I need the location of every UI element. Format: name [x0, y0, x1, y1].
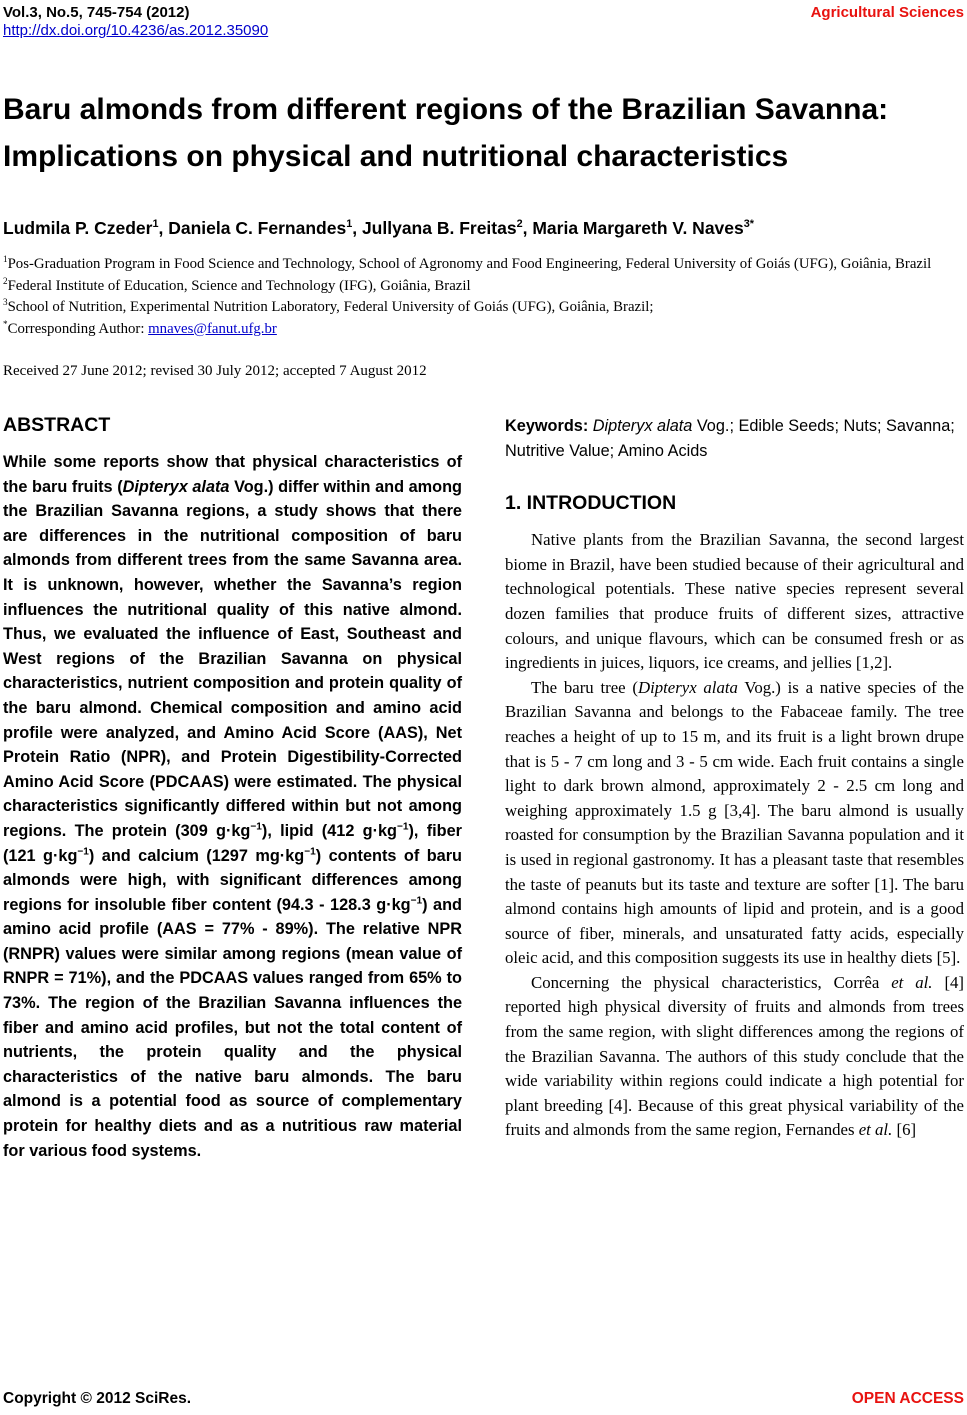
affiliation-line: $^2$Federal Institute of Education, Science and Technology (IFG), Goiânia, Brazil: [3, 275, 471, 294]
affiliations-block: [3, 254, 964, 340]
affiliation-line: $^3$School of Nutrition, Experimental Nutrition Laboratory, Federal University of Goiás (UFG), Goiânia, Brazil;: [3, 297, 654, 315]
page-header: [3, 4, 964, 39]
keywords-line: Keywords: Dipteryx alata Vog.; Edible Seeds; Nuts; Savanna; Nutritive Value; Amino Acids: [505, 417, 955, 460]
right-column: [505, 414, 964, 1163]
intro-paragraph: The baru tree (Dipteryx alata Vog.) is a native species of the Brazilian Savanna and belongs to the Fabaceae family. The tree reaches a height of up to 15 m, and its fruit is a light brown drupe that is 5 - 7 cm long and 3 - 5 cm wide. Each fruit contains a single light to dark brown almond, approximately 2 - 2.5 cm long and weighing approximately 1.5 g [3,4]. The baru almond is usually roasted for consumption by the Brazilian Savanna population and it is used in regional gastronomy. It has a pleasant taste that resembles the taste of peanuts but its taste and texture are softer [1]. The baru almond contains high amounts of lipid and protein, and is a good source of fiber, minerals, and unsaturated fatty acids, especially oleic acid, and this composition suggests its use in healthy diets [5].: [505, 677, 965, 968]
introduction-heading: 1. INTRODUCTION: [505, 492, 677, 515]
email-link[interactable]: mnaves@fanut.ufg.br: [148, 320, 277, 337]
page-footer: [3, 1390, 964, 1408]
journal-name: Agricultural Sciences: [810, 4, 964, 21]
received-line: Received 27 June 2012; revised 30 July 2012; accepted 7 August 2012: [3, 363, 427, 379]
abstract-body: While some reports show that physical characteristics of the baru fruits (Dipteryx alata Vog.) differ within and among the Brazilian Savanna regions, a study shows that there are differences in the nutritional composition of baru almonds from different trees from the same Savanna area. It is unknown, however, whether the Savanna’s region influences the nutritional quality of this native almond. Thus, we evaluated the influence of East, Southeast and West regions of the Brazilian Savanna on physical characteristics, nutrient composition and protein quality of the baru almond. Chemical composition and amino acid profile were analyzed, and Amino Acid Score (AAS), Net Protein Ratio (NPR), and Protein Digestibility-Corrected Amino Acid Score (PDCAAS) were estimated. The physical characteristics significantly differed within but not among regions. The protein (309 $g\cdot kg^{-1}$), lipid (412 $g\cdot kg^{-1}$), fiber (121 $g\cdot kg^{-1}$) and calcium (1297 $mg\cdot kg^{-1}$) contents of baru almonds were high, with significant differences among regions for insoluble fiber content (94.3 - 128.3 $g\cdot kg^{-1}$) and amino acid profile (AAS = 77% - 89%). The relative NPR (RNPR) values were similar among regions (mean value of RNPR = 71%), and the PDCAAS values ranged from 65% to 73%. The region of the Brazilian Savanna influences the fiber and amino acid profiles, but not the total content of nutrients, the protein quality and the physical characteristics of the native baru almonds. The baru almond is a potential food as source of complementary protein for healthy diets and as a nutritious raw material for various food systems.: [3, 453, 462, 1160]
open-access-label: OPEN ACCESS: [851, 1390, 964, 1407]
corresponding-author-line: *Corresponding Author: mnaves@fanut.ufg.br: [3, 318, 277, 337]
left-column: [3, 414, 462, 1163]
abstract-heading: ABSTRACT: [3, 414, 111, 436]
volume-info: Vol.3, No.5, 745-754 (2012): [3, 4, 190, 21]
copyright-label: Copyright © 2012 SciRes.: [3, 1390, 192, 1407]
intro-paragraph: Concerning the physical characteristics, Corrêa et al. [4] reported high physical diversity of fruits and almonds from trees from the same region, with slight differences among the regions of the Brazilian Savanna. The authors of this study conclude that the wide variability within regions could indicate a high potential for plant breeding [4]. Because of this great physical variability of the fruits and almonds from the same region, Fernandes et al. [6]: [505, 972, 965, 1140]
doi-link[interactable]: http://dx.doi.org/10.4236/as.2012.35090: [3, 22, 269, 39]
article-title: Baru almonds from different regions of the Brazilian Savanna: Implications on physical and nutritional characteristics: [3, 93, 889, 173]
authors-line: Ludmila P. Czeder$^1$, Daniela C. Fernandes$^1$, Jullyana B. Freitas$^2$, Maria Margareth V. Naves$^{3*}$: [3, 218, 755, 238]
two-column-body: [3, 414, 964, 1163]
header-left: [3, 4, 268, 39]
affiliation-line: $^1$Pos-Graduation Program in Food Science and Technology, School of Agronomy and Food Engineering, Federal University of Goiás (UFG), Goiânia, Brazil: [3, 254, 932, 272]
intro-paragraph: Native plants from the Brazilian Savanna, the second largest biome in Brazil, have been studied because of their agricultural and technological potentials. These native species represent several dozen families that produce fruits of different sizes, attractive colours, and unique flavours, which can be consumed fresh or as ingredients in juices, liquors, ice creams, and jellies [1,2].: [505, 530, 964, 673]
